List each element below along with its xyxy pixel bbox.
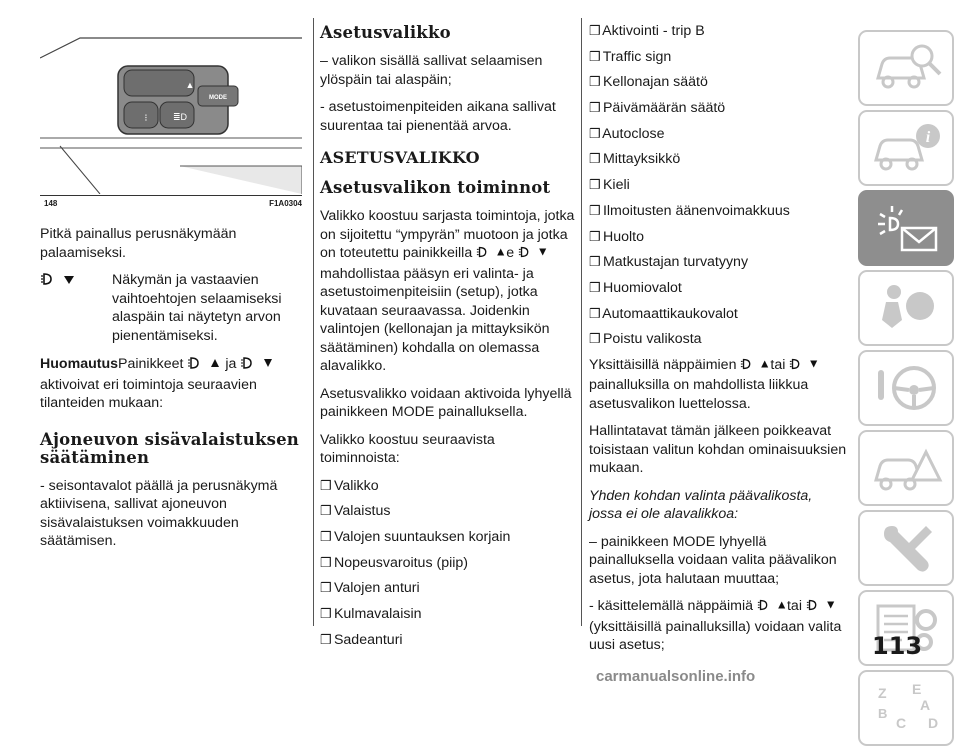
wrench-icon <box>872 520 944 578</box>
svg-text:E: E <box>912 681 922 697</box>
list-item <box>320 579 578 598</box>
list-item-label: Huomiovalot <box>602 279 682 296</box>
checkbox-icon: ❒ <box>589 100 601 116</box>
list-item-label: Valikko <box>333 477 379 494</box>
list-item <box>589 279 849 298</box>
note-text-a: Painikkeet <box>118 356 184 372</box>
paragraph-settings-adjust: - asetustoimenpiteiden aikana sallivat suurentaa tai pienentää arvoa. <box>320 99 556 134</box>
svg-text:C: C <box>896 715 907 731</box>
note-label: Huomautus <box>40 356 119 372</box>
paragraph-note <box>40 355 302 413</box>
heading-settings-menu: Asetusvalikko <box>320 23 451 42</box>
airbag-person-icon <box>872 280 944 338</box>
list-item <box>589 150 849 169</box>
figure-code: F1A0304 <box>269 199 302 208</box>
paragraph-down-action: Näkymän ja vastaavien vaihtoehtojen selaamiseksi alaspäin tai näytetyn arvon pienentämiseksi. <box>112 272 282 344</box>
list-item <box>320 502 578 521</box>
list-item <box>320 605 578 624</box>
list-item-label: Valojen suuntauksen korjain <box>333 528 511 545</box>
list-item-label: Valaistus <box>333 503 391 520</box>
new-setting-text-b: tai <box>786 598 802 615</box>
svg-text:D: D <box>928 715 939 731</box>
tab-car-search[interactable] <box>858 30 954 106</box>
list-item-label: Valojen anturi <box>333 580 420 597</box>
list-item-label: Kulmavalaisin <box>333 605 422 622</box>
list-item-label: Aktivointi - trip B <box>602 23 705 39</box>
menu-description-a: Valikko koostuu sarjasta toimintoja, jotka on sijoitettu “ympyrän” muotoon ja jotka on toteutettu painikkeilla <box>320 208 575 261</box>
tab-car-info[interactable] <box>858 110 954 186</box>
svg-text:⁝: ⁝ <box>144 113 148 124</box>
tab-safety[interactable] <box>858 270 954 346</box>
list-item-label: Kellonajan säätö <box>602 74 708 91</box>
list-item-label: Kieli <box>602 177 630 194</box>
car-hazard-icon <box>872 440 944 498</box>
alphabet-index-icon <box>872 680 944 738</box>
list-item <box>589 22 849 41</box>
tab-maintenance[interactable] <box>858 510 954 586</box>
tab-index[interactable] <box>858 670 954 746</box>
control-panel-figure <box>40 18 302 194</box>
heading-menu-functions: Asetusvalikon toiminnot <box>320 178 551 197</box>
page-number: 113 <box>872 632 923 660</box>
control-panel-illustration <box>40 18 302 194</box>
checkbox-icon: ❒ <box>320 554 332 570</box>
paragraph-mode-select: – painikkeen MODE lyhyellä painalluksella voidaan valita päävalikon asetus, jota halutaan muuttaa; <box>589 533 837 587</box>
list-item-label: Traffic sign <box>602 48 672 65</box>
light-down-icon <box>40 271 112 345</box>
list-item <box>320 554 578 573</box>
svg-text:Z: Z <box>878 685 887 701</box>
menu-description-c: mahdollistaa pääsyn eri valinta- ja asetustoimenpiteisiin (setup), jotka kuvataan seuraavassa. Joidenkin valintojen (kellonajan ja mittayksikön säätäminen) kohdalla on olemassa alavalikko. <box>320 265 550 374</box>
paragraph-menu-consists: Valikko koostuu seuraavista toiminnoista: <box>320 431 495 466</box>
list-item <box>320 477 578 496</box>
figure-rule <box>40 195 302 196</box>
menu-description-b: e <box>506 245 515 261</box>
checkbox-icon: ❒ <box>589 151 601 167</box>
list-item <box>589 253 849 272</box>
svg-text:A: A <box>920 697 931 713</box>
note-text-c: aktivoivat eri toimintoja seuraavien tilanteiden mukaan: <box>40 376 257 411</box>
checkbox-icon: ❒ <box>589 48 601 64</box>
paragraph-navigation <box>589 356 849 414</box>
list-item-label: Päivämäärän säätö <box>602 100 726 117</box>
checkbox-icon: ❒ <box>320 503 332 519</box>
light-up-icon <box>740 357 770 377</box>
column-right <box>589 22 849 664</box>
column-left <box>40 225 302 560</box>
navigation-text-c: painalluksilla on mahdollista liikkua asetusvalikon luettelossa. <box>589 377 809 412</box>
navigation-text-b: tai <box>770 356 786 373</box>
column-divider-2 <box>581 18 582 626</box>
column-middle <box>320 24 578 656</box>
list-item-label: Mittayksikkö <box>602 151 681 168</box>
paragraph-control-modes: Hallintatavat tämän jälkeen poikkeavat toisistaan valitun kohdan ominaisuuksien mukaan. <box>589 423 847 477</box>
light-up-icon <box>476 245 506 265</box>
car-info-icon <box>872 120 944 178</box>
list-item <box>320 631 578 650</box>
list-item <box>589 73 849 92</box>
checkbox-icon: ❒ <box>589 74 601 90</box>
checkbox-icon: ❒ <box>589 254 601 270</box>
light-up-icon <box>757 598 787 618</box>
list-item-label: Automaattikaukovalot <box>602 305 738 322</box>
list-item <box>589 48 849 67</box>
light-down-icon <box>789 357 819 377</box>
paragraph-single-item-heading: Yhden kohdan valinta päävalikosta, jossa ei ole alavalikkoa: <box>589 487 813 523</box>
checkbox-icon: ❒ <box>320 528 332 544</box>
tab-emergency[interactable] <box>858 430 954 506</box>
light-down-icon <box>240 356 274 376</box>
list-item-label: Matkustajan turvatyyny <box>602 254 749 271</box>
checkbox-icon: ❒ <box>589 331 601 347</box>
checkbox-icon: ❒ <box>320 631 332 647</box>
heading-settings-caps: ASETUSVALIKKO <box>320 148 480 167</box>
checkbox-icon: ❒ <box>320 477 332 493</box>
list-item-label: Huolto <box>602 228 644 245</box>
checkbox-icon: ❒ <box>589 125 601 141</box>
list-item <box>589 305 849 324</box>
svg-text:B: B <box>878 706 888 721</box>
car-search-icon <box>872 40 944 98</box>
list-item-label: Autoclose <box>602 125 665 142</box>
tab-driving[interactable] <box>858 350 954 426</box>
mode-button-label: MODE <box>209 95 227 101</box>
checkbox-icon: ❒ <box>589 279 601 295</box>
svg-text:▲: ▲ <box>185 80 195 90</box>
list-item <box>589 99 849 118</box>
heading-interior-lighting: Ajoneuvon sisävalaistuksen säätäminen <box>40 429 299 467</box>
paragraph-menu-description <box>320 207 578 376</box>
list-item-label: Sadeanturi <box>333 631 403 648</box>
list-item <box>589 202 849 221</box>
checkbox-icon: ❒ <box>589 177 601 193</box>
list-item <box>589 228 849 247</box>
figure-caption <box>44 199 302 208</box>
checkbox-icon: ❒ <box>589 23 601 38</box>
checkbox-icon: ❒ <box>589 202 601 218</box>
menu-items-list-2 <box>589 22 849 349</box>
new-setting-text-a: - käsittelemällä näppäimiä <box>589 598 754 615</box>
svg-text:≣D: ≣D <box>172 112 188 122</box>
checkbox-icon: ❒ <box>589 305 601 321</box>
checkbox-icon: ❒ <box>589 228 601 244</box>
navigation-text-a: Yksittäisillä näppäimien <box>589 356 737 373</box>
paragraph-mode-activation: Asetusvalikko voidaan aktivoida lyhyellä painikkeen MODE painalluksella. <box>320 385 572 420</box>
figure-page-ref: 148 <box>44 199 58 208</box>
list-item-label: Nopeusvaroitus (piip) <box>333 554 469 571</box>
list-item <box>320 528 578 547</box>
light-down-icon <box>518 245 548 265</box>
paragraph-long-press: Pitkä painallus perusnäkymään palaamiseksi. <box>40 226 237 261</box>
list-item-label: Poistu valikosta <box>602 331 702 348</box>
new-setting-text-c: (yksittäisillä painalluksilla) voidaan valita uusi asetus; <box>589 618 842 654</box>
checkbox-icon: ❒ <box>320 580 332 596</box>
paragraph-new-setting <box>589 597 849 655</box>
checkbox-icon: ❒ <box>320 605 332 621</box>
svg-text:i: i <box>925 129 931 146</box>
light-down-icon <box>806 598 836 618</box>
column-divider-1 <box>313 18 314 626</box>
list-item <box>589 125 849 144</box>
paragraph-menu-scroll: – valikon sisällä sallivat selaamisen ylöspäin tai alaspäin; <box>320 53 543 88</box>
list-item <box>589 176 849 195</box>
list-item-label: Ilmoitusten äänenvoimakkuus <box>602 202 790 219</box>
tab-warning-lights[interactable] <box>858 190 954 266</box>
menu-items-list-1 <box>320 477 578 650</box>
light-up-icon <box>187 356 221 376</box>
paragraph-interior-lighting: - seisontavalot päällä ja perusnäkymä aktiivisena, sallivat ajoneuvon sisävalaistuksen voimakkuuden säätämisen. <box>40 477 278 549</box>
down-button-description <box>40 271 302 345</box>
steering-wheel-icon <box>872 360 944 418</box>
note-text-b: ja <box>225 356 237 372</box>
list-item <box>589 330 849 349</box>
watermark: carmanualsonline.info <box>596 668 756 685</box>
warning-light-message-icon <box>872 200 944 258</box>
